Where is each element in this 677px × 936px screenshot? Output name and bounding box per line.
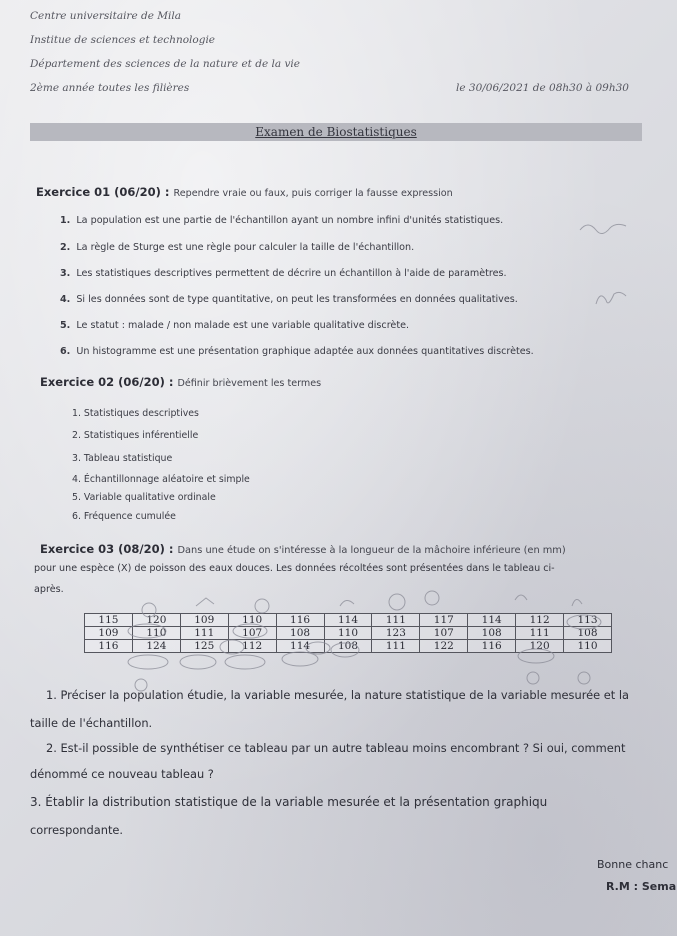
signature-text: R.M : Sema [606, 880, 677, 893]
table-cell: 111 [372, 614, 420, 627]
table-cell: 114 [324, 614, 372, 627]
department-name: Département des sciences de la nature et de la vie [30, 58, 300, 70]
circle-mark [282, 652, 318, 666]
table-cell: 114 [276, 640, 324, 653]
table-cell: 109 [85, 627, 133, 640]
table-cell: 110 [132, 627, 180, 640]
exercise-3-intro-line2: pour une espèce (X) de poisson des eaux douces. Les données récoltées sont présentées dans le tableau ci- [34, 563, 555, 574]
table-cell: 113 [564, 614, 612, 627]
table-cell: 108 [276, 627, 324, 640]
table-row [85, 627, 612, 640]
table-cell: 116 [468, 640, 516, 653]
exercise-1-title: Exercice 01 (06/20) : [36, 185, 170, 199]
exercise-2-heading [40, 375, 321, 389]
university-name: Centre universitaire de Mila [30, 10, 182, 22]
faux-annotation-1 [580, 224, 626, 233]
table-cell: 114 [468, 614, 516, 627]
table-cell: 107 [228, 627, 276, 640]
table-cell: 111 [516, 627, 564, 640]
circle-mark [225, 655, 265, 669]
table-cell: 112 [516, 614, 564, 627]
table-cell: 110 [324, 627, 372, 640]
circle-mark [527, 672, 539, 684]
question-1: 1. Préciser la population étudie, la variable mesurée, la nature statistique de la variable mesurée et la [46, 688, 630, 702]
table-cell: 107 [420, 627, 468, 640]
check-mark [340, 600, 354, 606]
exam-title-band [30, 123, 642, 141]
exercise-1-item: 6. Un histogramme est une présentation graphique adaptée aux données quantitatives discrètes. [60, 346, 534, 357]
good-luck-text: Bonne chanc [597, 858, 669, 871]
table-cell: 111 [180, 627, 228, 640]
circle-mark [255, 599, 269, 613]
table-cell: 112 [228, 640, 276, 653]
definition-term: 1. Statistiques descriptives [72, 408, 199, 419]
table-cell: 122 [420, 640, 468, 653]
circle-mark [389, 594, 405, 610]
definition-term: 2. Statistiques inférentielle [72, 430, 199, 441]
table-row [85, 614, 612, 627]
table-cell: 123 [372, 627, 420, 640]
exercise-3-intro-line3: après. [34, 584, 64, 595]
table-cell: 109 [180, 614, 228, 627]
table-row [85, 640, 612, 653]
circle-mark [180, 655, 216, 669]
circle-mark [425, 591, 439, 605]
question-3-continued: correspondante. [30, 823, 124, 837]
table-cell: 111 [372, 640, 420, 653]
table-cell: 124 [132, 640, 180, 653]
study-year: 2ème année toutes les filières [30, 82, 190, 94]
table-cell: 120 [516, 640, 564, 653]
check-mark [515, 595, 527, 600]
exercise-2-title: Exercice 02 (06/20) : [40, 375, 174, 389]
exercise-3-title: Exercice 03 (08/20) : [40, 542, 174, 556]
measurement-table [84, 613, 612, 653]
exercise-3-heading [40, 542, 566, 556]
table-cell: 115 [85, 614, 133, 627]
definition-term: 5. Variable qualitative ordinale [72, 492, 216, 503]
exercise-3-intro-line1: Dans une étude on s'intéresse à la longueur de la mâchoire inférieure (en mm) [177, 545, 566, 556]
check-mark [572, 599, 582, 606]
question-2: 2. Est-il possible de synthétiser ce tableau par un autre tableau moins encombrant ? Si oui, comment [46, 741, 626, 755]
table-cell: 108 [564, 627, 612, 640]
circle-mark [578, 672, 590, 684]
definition-term: 4. Échantillonnage aléatoire et simple [72, 474, 250, 485]
exercise-1-item: 1. La population est une partie de l'échantillon ayant un nombre infini d'unités statistiques. [60, 215, 504, 226]
table-cell: 117 [420, 614, 468, 627]
definition-term: 3. Tableau statistique [72, 453, 173, 464]
table-cell: 120 [132, 614, 180, 627]
table-cell: 125 [180, 640, 228, 653]
table-cell: 116 [85, 640, 133, 653]
exercise-2-instruction: Définir brièvement les termes [177, 378, 322, 389]
table-cell: 110 [228, 614, 276, 627]
table-cell: 108 [324, 640, 372, 653]
table-cell: 116 [276, 614, 324, 627]
exam-title: Examen de Biostatistiques [255, 125, 417, 139]
table-cell: 108 [468, 627, 516, 640]
question-2-continued: dénommé ce nouveau tableau ? [30, 767, 214, 781]
question-1-continued: taille de l'échantillon. [30, 716, 153, 730]
exam-date: le 30/06/2021 de 08h30 à 09h30 [456, 82, 629, 94]
exercise-1-item: 5. Le statut : malade / non malade est une variable qualitative discrète. [60, 320, 410, 331]
question-3: 3. Établir la distribution statistique de la variable mesurée et la présentation graphiqu [30, 795, 548, 809]
exercise-1-item: 4. Si les données sont de type quantitative, on peut les transformées en données qualitatives. [60, 294, 518, 305]
exercise-1-instruction: Rependre vraie ou faux, puis corriger la fausse expression [173, 188, 453, 199]
exercise-1-item: 2. La règle de Sturge est une règle pour calculer la taille de l'échantillon. [60, 242, 415, 253]
definition-term: 6. Fréquence cumulée [72, 511, 176, 522]
faux-annotation-2 [596, 292, 626, 304]
exercise-1-item: 3. Les statistiques descriptives permettent de décrire un échantillon à l'aide de paramètres. [60, 268, 507, 279]
circle-mark [128, 655, 168, 669]
institute-name: Institue de sciences et technologie [30, 34, 216, 46]
check-mark [196, 598, 214, 606]
table-cell: 110 [564, 640, 612, 653]
exercise-1-heading [36, 185, 453, 199]
